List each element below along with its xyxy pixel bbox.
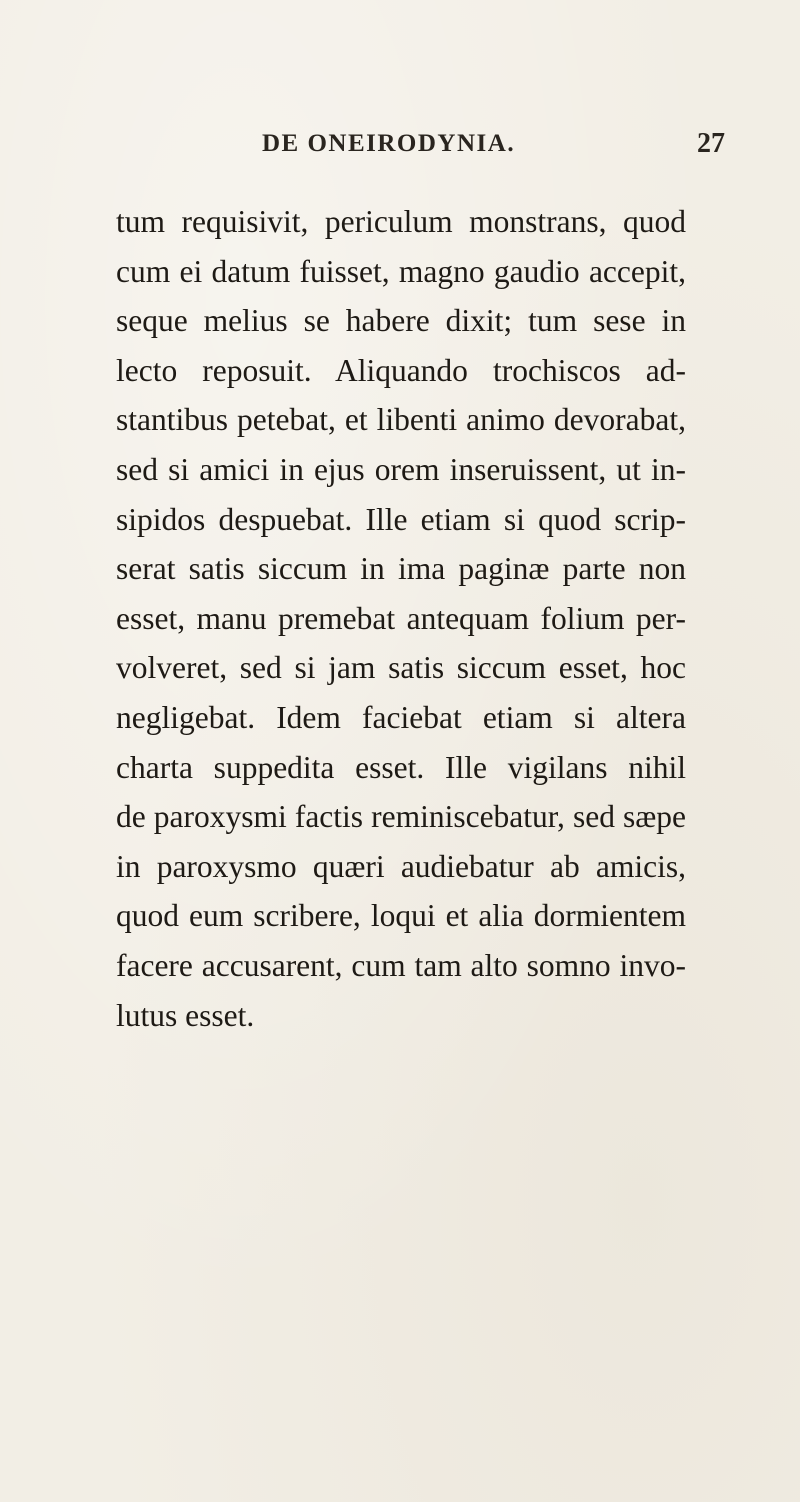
text-line: negligebat. Idem faciebat etiam si altera — [116, 699, 686, 735]
text-line: facere accusarent, cum tam alto somno invo- — [116, 947, 686, 983]
text-line: esset, manu premebat antequam folium per- — [116, 600, 686, 636]
text-line: cum ei datum fuisset, magno gaudio accepit, — [116, 253, 686, 289]
text-line: seque melius se habere dixit; tum sese in — [116, 303, 686, 339]
text-line: serat satis siccum in ima paginæ parte non — [116, 551, 686, 587]
text-line: sipidos despuebat. Ille etiam si quod scrip- — [116, 501, 686, 537]
running-title: DE ONEIRODYNIA. — [262, 130, 516, 157]
text-line: in paroxysmo quæri audiebatur ab amicis, — [116, 848, 686, 884]
text-line: quod eum scribere, loqui et alia dormientem — [116, 898, 686, 934]
text-line: stantibus petebat, et libenti animo devorabat, — [116, 402, 686, 438]
running-head — [0, 130, 800, 170]
text-line: lutus esset. — [116, 997, 255, 1033]
text-line: lecto reposuit. Aliquando trochiscos ad- — [116, 352, 686, 388]
text-line: charta suppedita esset. Ille vigilans nihil — [116, 749, 686, 785]
body-text — [116, 197, 686, 1040]
text-line: tum requisivit, periculum monstrans, quod — [116, 204, 686, 239]
page-number: 27 — [697, 128, 725, 159]
text-line: de paroxysmi factis reminiscebatur, sed sæpe — [116, 799, 686, 835]
text-line: sed si amici in ejus orem inseruissent, ut in- — [116, 451, 686, 487]
text-line: volveret, sed si jam satis siccum esset, hoc — [116, 650, 686, 686]
